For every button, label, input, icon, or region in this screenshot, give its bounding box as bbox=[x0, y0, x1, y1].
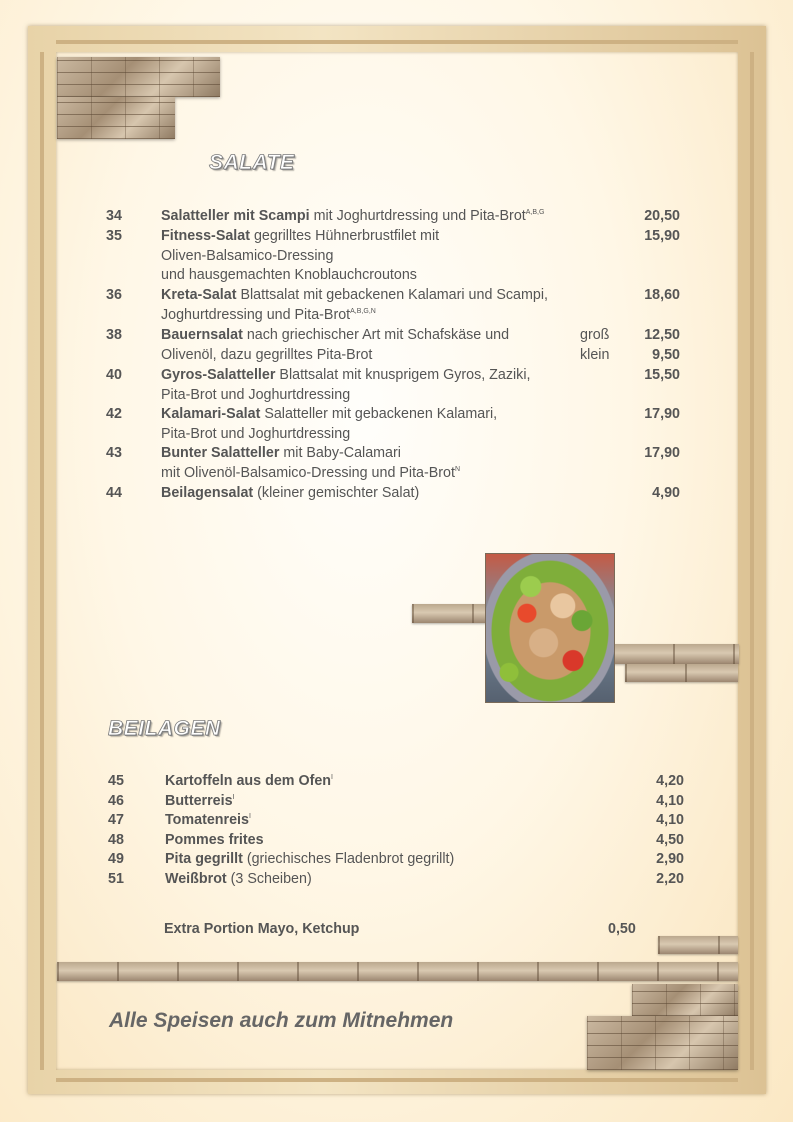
item-number: 51 bbox=[108, 871, 124, 887]
item-price: 17,90 bbox=[644, 445, 680, 461]
stone-decoration-bottom-right-lower bbox=[587, 1016, 738, 1070]
item-price: 12,50 bbox=[644, 327, 680, 343]
section-title-salate: SALATE bbox=[209, 151, 295, 174]
item-detail: nach griechischer Art mit Schafskäse und bbox=[242, 327, 510, 343]
item-description-line bbox=[161, 266, 591, 286]
item-detail: (griechisches Fladenbrot gegrillt) bbox=[242, 851, 455, 868]
item-description bbox=[161, 405, 591, 444]
item-name: Salatteller mit Scampi bbox=[161, 208, 310, 224]
item-number: 45 bbox=[108, 773, 124, 789]
item-name: Pommes frites bbox=[165, 831, 264, 848]
item-description-line bbox=[161, 366, 591, 386]
item-name: Butterreis bbox=[165, 792, 233, 809]
item-detail: Pita-Brot und Joghurtdressing bbox=[161, 386, 351, 403]
section-title-beilagen: BEILAGEN bbox=[108, 717, 221, 740]
item-name: Tomatenreis bbox=[165, 812, 249, 829]
item-price-small: 9,50 bbox=[652, 346, 680, 363]
item-detail: Salatteller mit gebackenen Kalamari, bbox=[260, 406, 498, 422]
stone-decoration-top-left bbox=[57, 57, 220, 97]
item-number: 43 bbox=[106, 445, 122, 461]
item-price: 2,20 bbox=[656, 871, 684, 887]
stone-decoration-bottom-right bbox=[632, 984, 738, 1016]
allergen-codes: N bbox=[454, 465, 461, 473]
item-description bbox=[161, 207, 591, 227]
allergen-codes: I bbox=[248, 813, 251, 821]
item-description-line bbox=[161, 346, 591, 366]
allergen-codes: A,B,G bbox=[525, 209, 545, 217]
item-description bbox=[165, 870, 625, 890]
item-number: 40 bbox=[106, 367, 122, 383]
footer-takeaway-note: Alle Speisen auch zum Mitnehmen bbox=[109, 1009, 454, 1032]
item-number: 44 bbox=[106, 485, 122, 501]
salad-photo bbox=[485, 553, 615, 703]
stone-strip-photo-left bbox=[412, 604, 487, 623]
item-number: 47 bbox=[108, 812, 124, 829]
item-description bbox=[161, 366, 591, 405]
item-description bbox=[165, 811, 625, 831]
size-small-label: klein bbox=[580, 346, 610, 363]
item-number: 46 bbox=[108, 792, 124, 809]
item-description-line bbox=[165, 792, 625, 812]
item-name: Beilagensalat bbox=[161, 485, 254, 501]
item-description bbox=[165, 831, 625, 851]
stone-decoration-top-left-lower bbox=[57, 97, 175, 139]
item-name: Weißbrot bbox=[165, 871, 227, 887]
item-price: 4,20 bbox=[656, 773, 684, 789]
item-price: 15,50 bbox=[644, 367, 680, 383]
item-description bbox=[161, 227, 591, 286]
item-detail: Blattsalat mit knusprigem Gyros, Zaziki, bbox=[275, 367, 531, 383]
item-detail: mit Olivenöl-Balsamico-Dressing und Pita-Brot bbox=[161, 464, 455, 481]
item-description-line bbox=[165, 772, 625, 792]
item-number: 38 bbox=[106, 327, 122, 343]
frame-bottom-line bbox=[56, 1078, 738, 1082]
item-description-line bbox=[165, 831, 625, 851]
item-detail: Blattsalat mit gebackenen Kalamari und Scampi, bbox=[236, 287, 549, 303]
item-description-line bbox=[161, 286, 591, 306]
item-name: Bunter Salatteller bbox=[161, 445, 280, 461]
item-price: 15,90 bbox=[644, 228, 680, 244]
item-description-line bbox=[161, 405, 591, 425]
item-detail: und hausgemachten Knoblauchcroutons bbox=[161, 267, 417, 283]
item-name: Fitness-Salat bbox=[161, 228, 250, 244]
item-number: 34 bbox=[106, 208, 122, 224]
item-description-line bbox=[161, 326, 591, 346]
item-price: 20,50 bbox=[644, 208, 680, 224]
item-name: Kreta-Salat bbox=[161, 287, 237, 303]
item-detail: Olivenöl, dazu gegrilltes Pita-Brot bbox=[161, 346, 373, 363]
item-name: Gyros-Salatteller bbox=[161, 367, 276, 383]
item-description bbox=[165, 792, 625, 812]
item-name: Pita gegrillt bbox=[165, 851, 243, 868]
item-number: 42 bbox=[106, 406, 122, 422]
item-name: Kartoffeln aus dem Ofen bbox=[165, 773, 332, 789]
item-number: 36 bbox=[106, 287, 122, 303]
item-number: 48 bbox=[108, 831, 124, 848]
item-detail: gegrilltes Hühnerbrustfilet mit bbox=[250, 228, 440, 244]
item-description-line bbox=[161, 425, 591, 445]
menu-panel bbox=[56, 52, 738, 1070]
size-large-label: groß bbox=[580, 327, 610, 343]
item-description-line bbox=[165, 870, 625, 890]
item-description-line bbox=[161, 464, 591, 484]
item-description-line bbox=[165, 811, 625, 831]
item-description-line bbox=[161, 207, 591, 227]
item-price: 4,50 bbox=[656, 831, 684, 848]
frame-top-line bbox=[56, 40, 738, 44]
extra-portion-label: Extra Portion Mayo, Ketchup bbox=[164, 921, 360, 937]
item-description bbox=[165, 850, 625, 870]
item-detail: Joghurtdressing und Pita-Brot bbox=[161, 306, 351, 323]
item-number: 35 bbox=[106, 228, 122, 244]
item-price: 2,90 bbox=[656, 851, 684, 868]
item-name: Bauernsalat bbox=[161, 327, 243, 343]
item-detail: mit Baby-Calamari bbox=[279, 445, 401, 461]
item-price: 4,10 bbox=[656, 812, 684, 829]
allergen-codes: I bbox=[232, 793, 235, 801]
item-description-line bbox=[165, 850, 625, 870]
allergen-codes: A,B,G,N bbox=[350, 307, 376, 315]
item-detail: Oliven-Balsamico-Dressing bbox=[161, 247, 334, 264]
item-detail: Pita-Brot und Joghurtdressing bbox=[161, 425, 351, 442]
item-description bbox=[165, 772, 625, 792]
stone-strip-photo-right-bottom bbox=[625, 664, 738, 682]
item-detail: (3 Scheiben) bbox=[226, 871, 312, 887]
allergen-codes: I bbox=[331, 774, 333, 782]
item-description-line bbox=[161, 247, 591, 267]
item-description-line bbox=[161, 386, 591, 406]
item-description bbox=[161, 286, 591, 325]
item-description-line bbox=[161, 484, 591, 504]
item-price: 17,90 bbox=[644, 406, 680, 422]
item-price: 4,90 bbox=[652, 485, 680, 501]
item-name: Kalamari-Salat bbox=[161, 406, 261, 422]
stone-strip-photo-right-top bbox=[613, 644, 739, 664]
item-description-line bbox=[161, 227, 591, 247]
item-price: 18,60 bbox=[644, 287, 680, 303]
item-description bbox=[161, 484, 591, 504]
stone-strip-extra bbox=[658, 936, 738, 954]
extra-portion-price: 0,50 bbox=[608, 921, 636, 937]
item-description-line bbox=[161, 444, 591, 464]
item-number: 49 bbox=[108, 851, 124, 868]
frame-right-line bbox=[750, 52, 754, 1070]
item-detail: (kleiner gemischter Salat) bbox=[253, 485, 420, 501]
item-description-line bbox=[161, 306, 591, 326]
item-price: 4,10 bbox=[656, 792, 684, 809]
frame-left-line bbox=[40, 52, 44, 1070]
item-description bbox=[161, 326, 591, 365]
stone-divider-bottom bbox=[57, 962, 738, 981]
item-description bbox=[161, 444, 591, 483]
item-detail: mit Joghurtdressing und Pita-Brot bbox=[309, 208, 526, 224]
